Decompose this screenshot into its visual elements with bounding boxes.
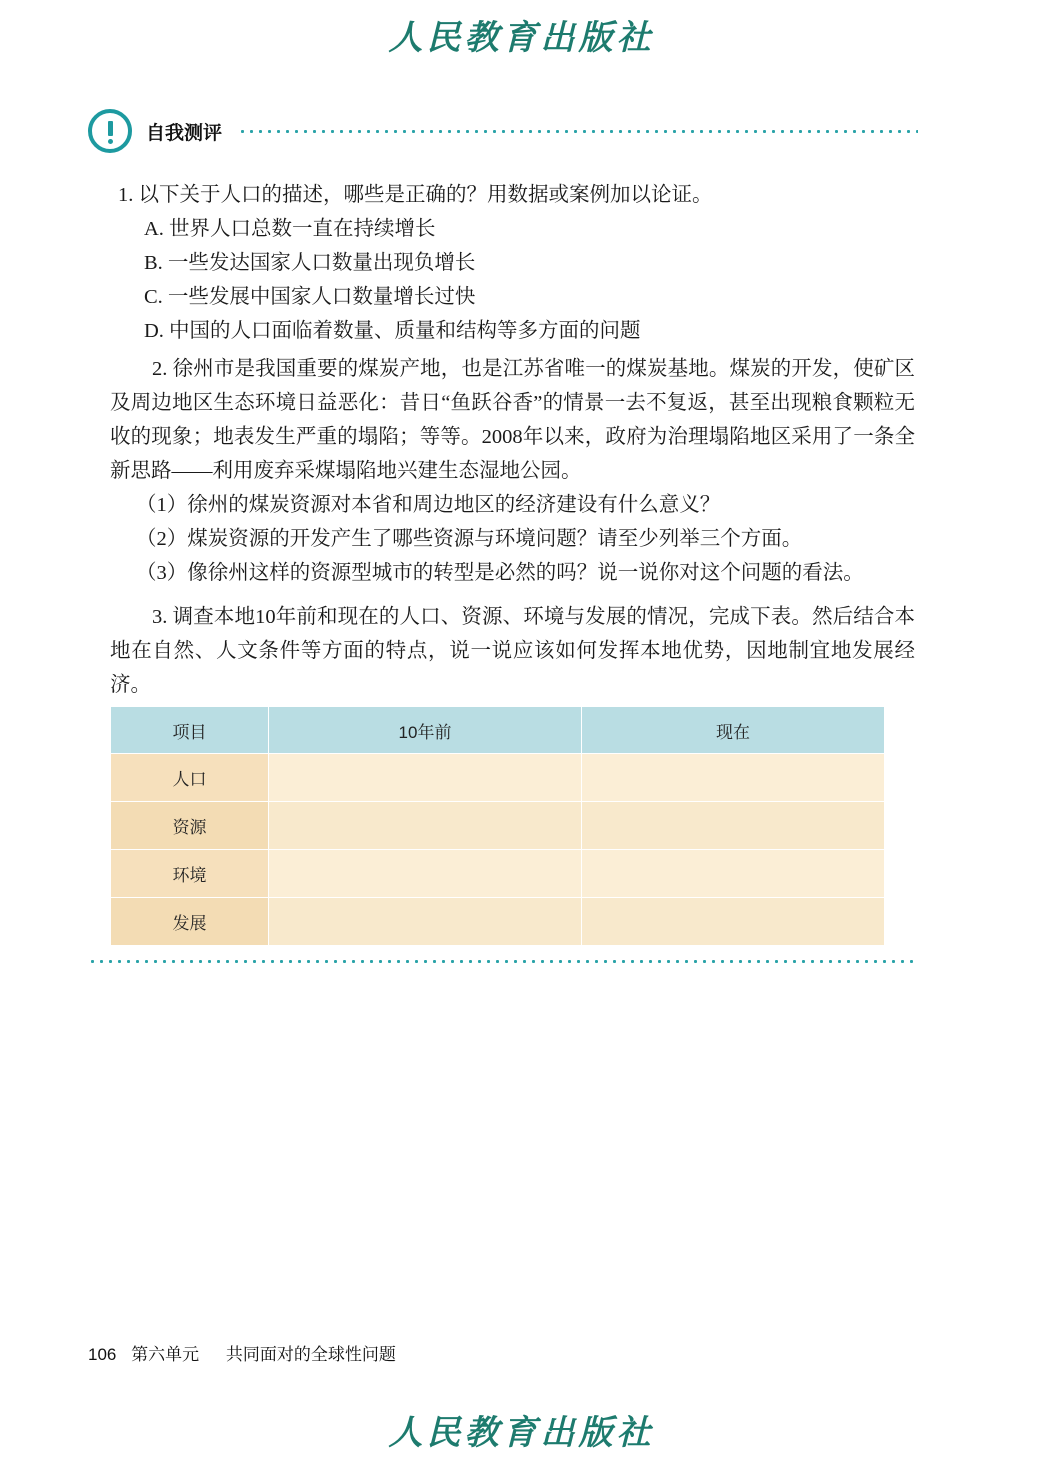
table-header-before: 10年前 (269, 707, 582, 754)
cell-resources-before[interactable] (269, 802, 582, 850)
table-row (111, 802, 885, 850)
question-3 (110, 600, 915, 702)
question-1-options (144, 212, 918, 348)
question-1 (118, 178, 918, 348)
row-label-environment: 环境 (111, 850, 269, 898)
row-label-development: 发展 (111, 898, 269, 946)
footer-unit: 第六单元 (131, 1345, 200, 1364)
cell-development-now[interactable] (582, 898, 885, 946)
option-b: B. 一些发达国家人口数量出现负增长 (144, 252, 476, 274)
section-title: 自我测评 (146, 122, 223, 144)
question-2-sub-3: （3）像徐州这样的资源型城市的转型是必然的吗？说一说你对这个问题的看法。 (136, 562, 864, 584)
table-row (111, 850, 885, 898)
cell-environment-before[interactable] (269, 850, 582, 898)
footer-unit-title: 共同面对的全球性问题 (225, 1345, 396, 1364)
table-header-item: 项目 (111, 707, 269, 754)
option-d: D. 中国的人口面临着数量、质量和结构等多方面的问题 (144, 320, 641, 342)
option-c: C. 一些发展中国家人口数量增长过快 (144, 286, 476, 308)
table-row (111, 898, 885, 946)
cell-development-before[interactable] (269, 898, 582, 946)
question-2-sub-1: （1）徐州的煤炭资源对本省和周边地区的经济建设有什么意义？ (136, 494, 721, 516)
cell-population-now[interactable] (582, 754, 885, 802)
publisher-logo-top: 人民教育出版社 (388, 20, 655, 57)
question-2-sub-2: （2）煤炭资源的开发产生了哪些资源与环境问题？请至少列举三个方面。 (136, 528, 803, 550)
footer-dotted-rule (88, 960, 918, 963)
table-row (111, 754, 885, 802)
question-3-paragraph: 3. 调查本地10年前和现在的人口、资源、环境与发展的情况，完成下表。然后结合本地在自然、人文条件等方面的特点，说一说应该如何发挥本地优势，因地制宜地发展经济。 (110, 606, 915, 696)
question-1-stem: 1. 以下关于人口的描述，哪些是正确的？用数据或案例加以论证。 (118, 184, 713, 206)
page-footer (88, 1340, 396, 1365)
row-label-population: 人口 (111, 754, 269, 802)
survey-table (110, 706, 885, 946)
table-header-now: 现在 (582, 707, 885, 754)
page-number: 106 (88, 1345, 117, 1364)
cell-population-before[interactable] (269, 754, 582, 802)
exclamation-circle-icon (88, 109, 132, 153)
section-header (88, 108, 918, 154)
cell-resources-now[interactable] (582, 802, 885, 850)
row-label-resources: 资源 (111, 802, 269, 850)
option-a: A. 世界人口总数一直在持续增长 (144, 218, 436, 240)
question-2-paragraph: 2. 徐州市是我国重要的煤炭产地，也是江苏省唯一的煤炭基地。煤炭的开发，使矿区及周边地区生态环境日益恶化：昔日“鱼跃谷香”的情景一去不复返，甚至出现粮食颗粒无收的现象；地表发生严重的塌陷；等等。2008年以来，政府为治理塌陷地区采用了一条全新思路——利用废弃采煤塌陷地兴建生态湿地公园。 (110, 358, 915, 482)
cell-environment-now[interactable] (582, 850, 885, 898)
publisher-logo-bottom: 人民教育出版社 (388, 1415, 655, 1452)
header-dotted-rule (238, 130, 918, 133)
table-header-row (111, 707, 885, 754)
question-2 (110, 352, 915, 590)
